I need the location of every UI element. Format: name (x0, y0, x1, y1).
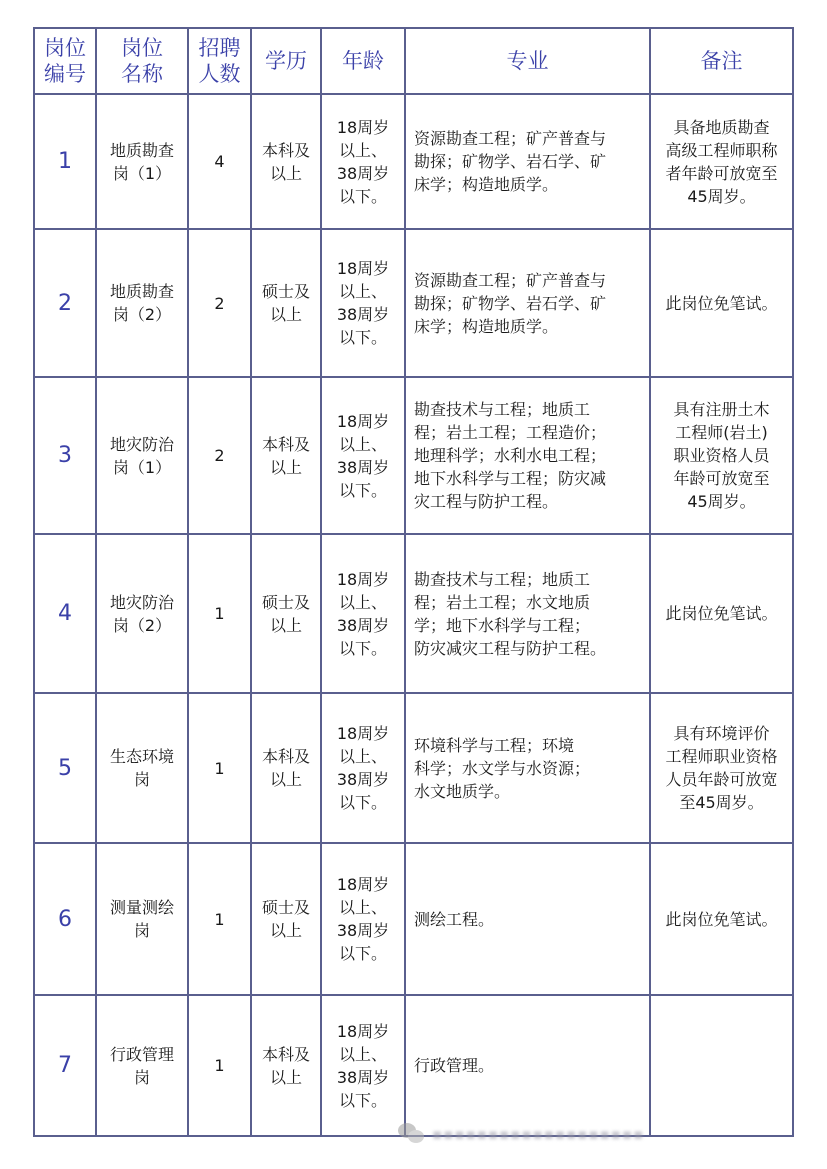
cell-position-id: 7 (34, 995, 96, 1136)
cell-remarks-line: 45周岁。 (687, 492, 756, 511)
cell-age-line: 38周岁 (336, 921, 390, 940)
cell-major-line: 资源勘查工程；矿产普查与 (414, 270, 607, 290)
cell-major (405, 693, 650, 843)
header-education: 学历 (251, 28, 321, 94)
cell-age (321, 843, 405, 995)
cell-position-name-line: 岗 (133, 1067, 150, 1087)
cell-age-line: 以上、 (338, 140, 387, 160)
cell-position-id: 1 (34, 94, 96, 229)
cell-position-id: 4 (34, 534, 96, 693)
cell-position-id: 3 (34, 377, 96, 534)
cell-age-line: 以下。 (338, 793, 387, 812)
table-row (34, 693, 793, 843)
cell-remarks-line: 高级工程师职称 (665, 140, 778, 160)
cell-major (405, 377, 650, 534)
cell-remarks-line: 至45周岁。 (679, 793, 764, 812)
wechat-icon (398, 1123, 424, 1145)
cell-major-line: 勘探；矿物学、岩石学、矿 (414, 293, 607, 313)
cell-age-line: 38周岁 (336, 615, 390, 635)
cell-major (405, 229, 650, 377)
cell-position-name-line: 岗 (133, 770, 150, 789)
cell-position-name-line: 岗（2） (112, 305, 172, 324)
table-row (34, 534, 793, 693)
cell-age-line: 38周岁 (336, 1067, 390, 1087)
cell-major-line: 水文地质学。 (414, 781, 511, 801)
cell-major-line: 床学；构造地质学。 (414, 316, 559, 336)
cell-position-name-line: 测量测绘 (109, 898, 174, 917)
cell-major-line: 行政管理。 (414, 1056, 495, 1075)
cell-remarks (650, 229, 793, 377)
cell-education-line: 以上 (269, 305, 302, 324)
cell-education-line: 本科及 (261, 747, 310, 766)
cell-age-line: 以上、 (338, 898, 387, 917)
cell-education (251, 229, 321, 377)
cell-remarks-line: 45周岁。 (687, 186, 756, 206)
cell-age-line: 38周岁 (336, 305, 390, 324)
cell-position-name-line: 岗（2） (112, 615, 172, 635)
watermark-text: ▪▪▪▪▪▪▪▪▪▪▪▪▪▪▪▪▪▪▪ (432, 1125, 645, 1143)
cell-age (321, 229, 405, 377)
recruitment-table (33, 27, 794, 1137)
cell-major-line: 学；地下水科学与工程； (414, 615, 591, 635)
cell-remarks (650, 995, 793, 1136)
cell-education-line: 本科及 (261, 434, 310, 454)
cell-remarks-line: 者年龄可放宽至 (665, 163, 778, 183)
cell-age-line: 以下。 (338, 480, 387, 500)
cell-age-line: 18周岁 (336, 411, 390, 431)
cell-education-line: 以上 (269, 615, 302, 635)
table-row (34, 229, 793, 377)
cell-major-line: 勘探；矿物学、岩石学、矿 (414, 152, 607, 171)
cell-age-line: 以下。 (338, 1090, 387, 1110)
cell-major-line: 防灾减灾工程与防护工程。 (414, 638, 607, 658)
cell-remarks (650, 377, 793, 534)
cell-major-line: 环境科学与工程；环境 (414, 735, 575, 755)
cell-education-line: 硕士及 (261, 898, 310, 917)
cell-education-line: 以上 (269, 770, 302, 789)
cell-remarks-line: 职业资格人员 (673, 446, 770, 465)
cell-position-id: 5 (34, 693, 96, 843)
cell-age (321, 534, 405, 693)
cell-position-name (96, 534, 188, 693)
cell-position-name-line: 地灾防治 (109, 592, 174, 612)
header-major: 专业 (405, 28, 650, 94)
cell-education-line: 以上 (269, 1067, 302, 1087)
cell-major (405, 843, 650, 995)
table-row (34, 94, 793, 229)
cell-major (405, 94, 650, 229)
cell-remarks-line: 年龄可放宽至 (673, 469, 770, 488)
cell-major-line: 资源勘查工程；矿产普查与 (414, 129, 607, 148)
cell-position-name-line: 行政管理 (109, 1044, 174, 1064)
header-position-name: 岗位 名称 (96, 28, 188, 94)
cell-age (321, 995, 405, 1136)
cell-education (251, 534, 321, 693)
cell-major-line: 勘查技术与工程；地质工 (414, 569, 591, 589)
table-row (34, 843, 793, 995)
cell-remarks-line: 具有注册土木 (673, 400, 770, 419)
cell-education-line: 以上 (269, 163, 302, 183)
cell-position-name-line: 地灾防治 (109, 434, 174, 454)
cell-major-line: 程；岩土工程；水文地质 (414, 592, 591, 612)
cell-remarks (650, 534, 793, 693)
table-body (34, 94, 793, 1136)
cell-position-name (96, 94, 188, 229)
cell-remarks-line: 工程师职业资格 (665, 747, 778, 766)
cell-remarks-line: 此岗位免笔试。 (665, 604, 778, 623)
cell-age-line: 18周岁 (336, 875, 390, 894)
cell-age-line: 18周岁 (336, 1021, 390, 1041)
cell-remarks-line: 具备地质勘查 (673, 117, 770, 137)
wechat-watermark (398, 1120, 792, 1148)
cell-education (251, 94, 321, 229)
cell-remarks-line: 此岗位免笔试。 (665, 293, 778, 313)
cell-education (251, 377, 321, 534)
cell-remarks (650, 843, 793, 995)
cell-age-line: 以下。 (338, 638, 387, 658)
cell-age (321, 693, 405, 843)
header-hiring-count: 招聘 人数 (188, 28, 251, 94)
cell-age-line: 以下。 (338, 328, 387, 347)
cell-age-line: 以上、 (338, 592, 387, 612)
cell-position-name-line: 地质勘查 (109, 282, 174, 301)
cell-hiring-count: 2 (188, 229, 251, 377)
cell-position-name-line: 岗（1） (112, 163, 172, 183)
table-row (34, 377, 793, 534)
cell-education-line: 以上 (269, 457, 302, 477)
cell-age-line: 18周岁 (336, 569, 390, 589)
cell-education-line: 硕士及 (261, 592, 310, 612)
cell-education-line: 以上 (269, 921, 302, 940)
cell-hiring-count: 1 (188, 534, 251, 693)
cell-age-line: 以下。 (338, 944, 387, 963)
cell-remarks (650, 94, 793, 229)
cell-education (251, 995, 321, 1136)
cell-age-line: 以下。 (338, 186, 387, 206)
table-row (34, 995, 793, 1136)
cell-education (251, 693, 321, 843)
cell-age-line: 18周岁 (336, 117, 390, 137)
cell-age-line: 38周岁 (336, 770, 390, 789)
cell-age-line: 38周岁 (336, 457, 390, 477)
cell-major-line: 床学；构造地质学。 (414, 175, 559, 194)
cell-remarks-line: 人员年龄可放宽 (665, 770, 778, 789)
cell-age (321, 377, 405, 534)
header-position-id: 岗位 编号 (34, 28, 96, 94)
cell-position-name (96, 843, 188, 995)
cell-age-line: 以上、 (338, 747, 387, 766)
cell-age-line: 以上、 (338, 434, 387, 454)
cell-education (251, 843, 321, 995)
cell-major-line: 地下水科学与工程；防灾减 (414, 469, 607, 488)
cell-hiring-count: 1 (188, 693, 251, 843)
cell-position-name-line: 岗 (133, 921, 150, 940)
cell-position-id: 6 (34, 843, 96, 995)
cell-position-name-line: 地质勘查 (109, 140, 174, 160)
cell-hiring-count: 4 (188, 94, 251, 229)
cell-position-name (96, 693, 188, 843)
cell-position-name (96, 995, 188, 1136)
cell-major-line: 勘查技术与工程；地质工 (414, 400, 591, 419)
cell-remarks-line: 此岗位免笔试。 (665, 909, 778, 929)
cell-major-line: 科学；水文学与水资源； (414, 758, 591, 778)
recruitment-table-sheet (33, 27, 792, 1137)
cell-remarks-line: 工程师(岩土) (675, 423, 768, 442)
cell-position-name (96, 377, 188, 534)
cell-hiring-count: 1 (188, 995, 251, 1136)
cell-major-line: 程；岩土工程；工程造价； (414, 423, 607, 442)
cell-major-line: 地理科学；水利水电工程； (414, 446, 607, 465)
cell-major-line: 测绘工程。 (414, 909, 495, 929)
cell-major-line: 灾工程与防护工程。 (414, 492, 559, 511)
cell-position-name (96, 229, 188, 377)
cell-education-line: 硕士及 (261, 282, 310, 301)
cell-hiring-count: 1 (188, 843, 251, 995)
cell-remarks (650, 693, 793, 843)
cell-major (405, 534, 650, 693)
header-age: 年龄 (321, 28, 405, 94)
header-remarks: 备注 (650, 28, 793, 94)
cell-age (321, 94, 405, 229)
cell-age-line: 18周岁 (336, 259, 390, 278)
table-header-row (34, 28, 793, 94)
cell-position-name-line: 岗（1） (112, 457, 172, 477)
cell-age-line: 18周岁 (336, 724, 390, 743)
cell-remarks-line: 具有环境评价 (673, 724, 770, 743)
cell-position-id: 2 (34, 229, 96, 377)
cell-age-line: 38周岁 (336, 163, 390, 183)
cell-age-line: 以上、 (338, 282, 387, 301)
cell-education-line: 本科及 (261, 1044, 310, 1064)
cell-age-line: 以上、 (338, 1044, 387, 1064)
cell-hiring-count: 2 (188, 377, 251, 534)
cell-education-line: 本科及 (261, 140, 310, 160)
cell-major (405, 995, 650, 1136)
cell-position-name-line: 生态环境 (109, 747, 174, 766)
